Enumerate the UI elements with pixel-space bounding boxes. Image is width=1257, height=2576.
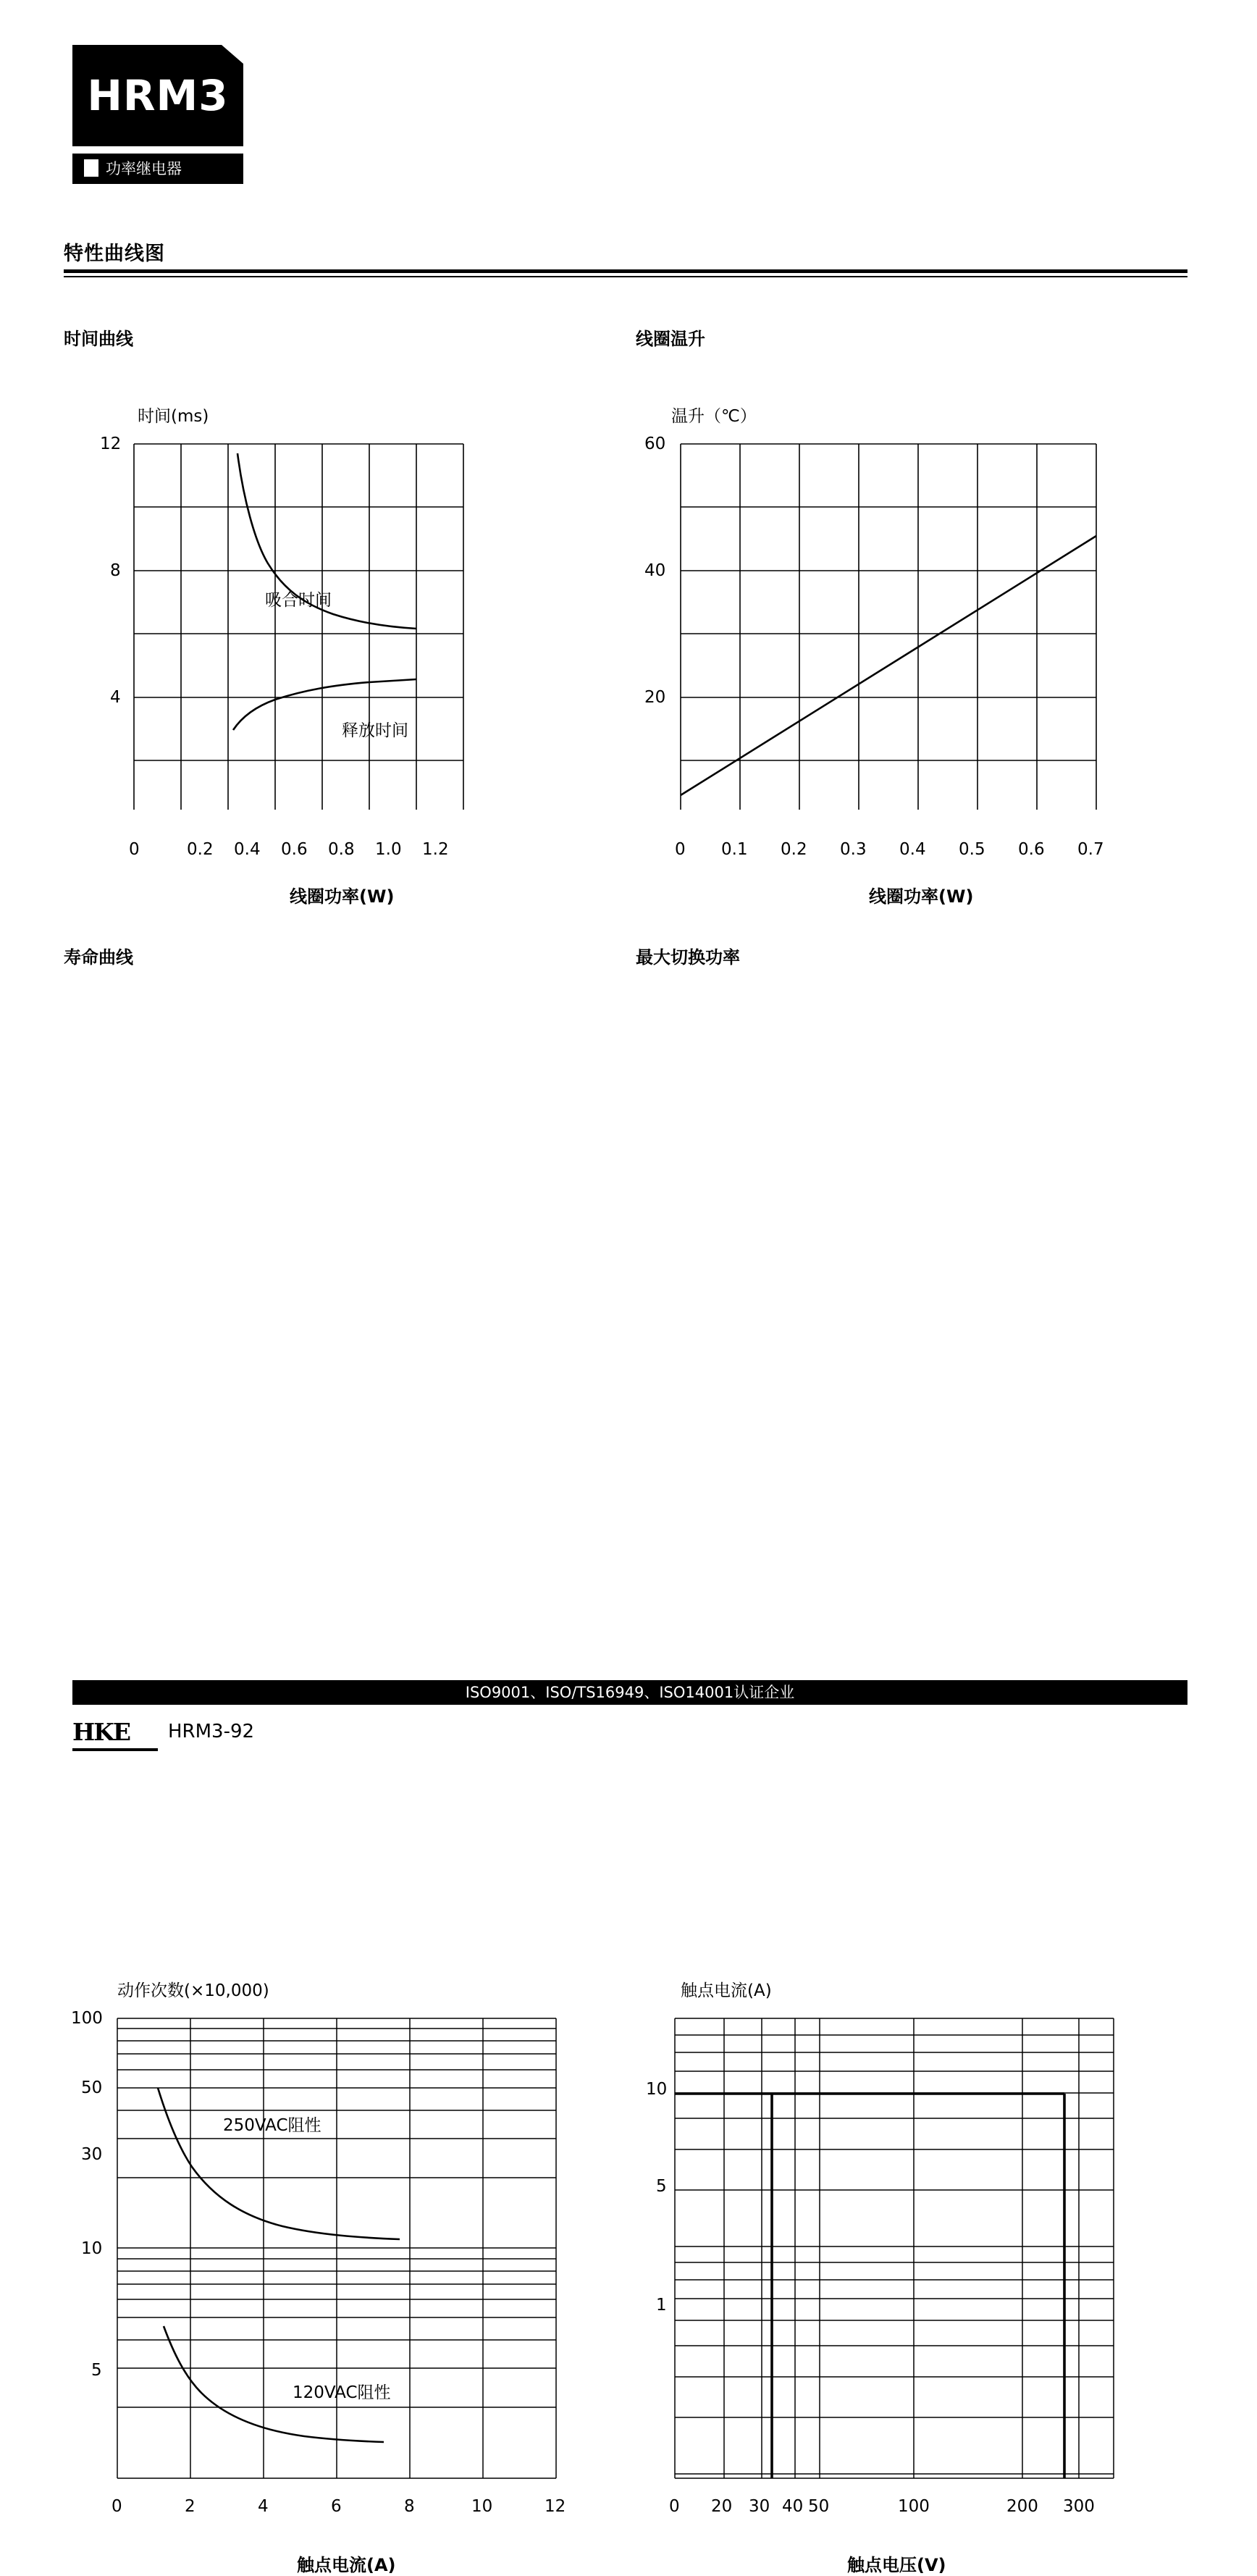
certification-bar	[72, 1680, 1187, 1705]
chart4-y-axis-label: 触点电流(A)	[681, 1981, 772, 2000]
chart4-ytick-1: 5	[656, 2177, 667, 2196]
caption-coil-temp-rise: 线圈温升	[636, 329, 705, 349]
chart3-xtick-0: 0	[112, 2497, 122, 2516]
chart2-plot	[630, 433, 1137, 810]
chart3-xtick-2: 4	[258, 2497, 269, 2516]
chart2-xtick-3: 0.3	[840, 840, 867, 859]
chart3-ytick-0: 100	[71, 2009, 103, 2028]
chart1-xtick-5: 1.0	[375, 840, 402, 859]
chart2-xtick-7: 0.7	[1077, 840, 1104, 859]
chart4-xtick-3: 40	[782, 2497, 804, 2516]
chart1-annotation-pickup: 吸合时间	[265, 591, 332, 610]
chart1-ytick-2: 4	[110, 688, 121, 707]
company-logo-underline	[72, 1748, 158, 1751]
chart3-ytick-4: 5	[91, 2361, 102, 2380]
chart4-xtick-0: 0	[669, 2497, 680, 2516]
chart2-ytick-0: 60	[644, 435, 666, 453]
company-logo-text: HKE	[72, 1718, 130, 1746]
chart4-x-axis-label: 触点电压(V)	[847, 2555, 946, 2575]
chart2-x-axis-label: 线圈功率(W)	[869, 886, 974, 907]
chart3-xtick-6: 12	[545, 2497, 566, 2516]
chart3-ytick-2: 30	[81, 2145, 103, 2164]
logo-subtitle: 功率继电器	[106, 160, 182, 177]
chart1-xtick-1: 0.2	[187, 840, 214, 859]
chart1-xtick-2: 0.4	[234, 840, 261, 859]
caption-max-switching-power: 最大切换功率	[636, 947, 740, 968]
chart4-xtick-2: 30	[749, 2497, 770, 2516]
chart4-xtick-7: 300	[1063, 2497, 1095, 2516]
chart1-xtick-4: 0.8	[328, 840, 355, 859]
chart4-ytick-2: 1	[656, 2296, 667, 2315]
chart2-xtick-5: 0.5	[959, 840, 985, 859]
chart4-ytick-0: 10	[646, 2080, 668, 2099]
chart4-plot	[630, 2007, 1137, 2507]
chart2-xtick-6: 0.6	[1018, 840, 1045, 859]
chart4-xtick-4: 50	[808, 2497, 830, 2516]
chart2-xtick-1: 0.1	[721, 840, 748, 859]
caption-life-curve: 寿命曲线	[64, 947, 133, 968]
chart3-annotation-250vac: 250VAC阻性	[223, 2116, 321, 2135]
chart1-x-axis-label: 线圈功率(W)	[290, 886, 395, 907]
chart1-plot	[87, 433, 594, 810]
chart1-annotation-release: 释放时间	[342, 721, 408, 740]
chart1-y-axis-label: 时间(ms)	[138, 407, 209, 426]
company-logo	[72, 1718, 159, 1751]
chart2-ytick-2: 20	[644, 688, 666, 707]
certification-text: ISO9001、ISO/TS16949、ISO14001认证企业	[465, 1684, 795, 1701]
chart-time-curve	[0, 0, 623, 927]
chart3-plot	[72, 2007, 579, 2507]
chart4-xtick-6: 200	[1006, 2497, 1038, 2516]
chart3-ytick-1: 50	[81, 2078, 103, 2097]
chart3-xtick-1: 2	[185, 2497, 196, 2516]
chart3-annotation-120vac: 120VAC阻性	[293, 2383, 391, 2402]
chart1-xtick-0: 0	[129, 840, 140, 859]
chart1-ytick-1: 8	[110, 561, 121, 580]
logo-title: HRM3	[87, 71, 229, 120]
chart3-x-axis-label: 触点电流(A)	[297, 2555, 396, 2575]
chart2-y-axis-label: 温升（℃）	[671, 407, 757, 426]
chart2-xtick-0: 0	[675, 840, 686, 859]
chart1-xtick-6: 1.2	[422, 840, 449, 859]
chart2-series-rise	[681, 536, 1096, 795]
chart1-xtick-3: 0.6	[281, 840, 308, 859]
chart2-ytick-1: 40	[644, 561, 666, 580]
chart2-xtick-2: 0.2	[781, 840, 807, 859]
chart1-ytick-0: 12	[100, 435, 122, 453]
chart3-ytick-3: 10	[81, 2239, 103, 2258]
chart2-xtick-4: 0.4	[899, 840, 926, 859]
page-number: HRM3-92	[168, 1721, 255, 1742]
chart3-xtick-4: 8	[404, 2497, 415, 2516]
chart3-y-axis-label: 动作次数(×10,000)	[117, 1981, 269, 2000]
chart4-xtick-1: 20	[711, 2497, 733, 2516]
chart4-xtick-5: 100	[898, 2497, 930, 2516]
page-title: 特性曲线图	[64, 243, 165, 265]
caption-time-curve: 时间曲线	[64, 329, 133, 349]
chart3-xtick-5: 10	[471, 2497, 493, 2516]
chart3-xtick-3: 6	[331, 2497, 342, 2516]
chart-coil-temp-rise	[630, 0, 1257, 927]
